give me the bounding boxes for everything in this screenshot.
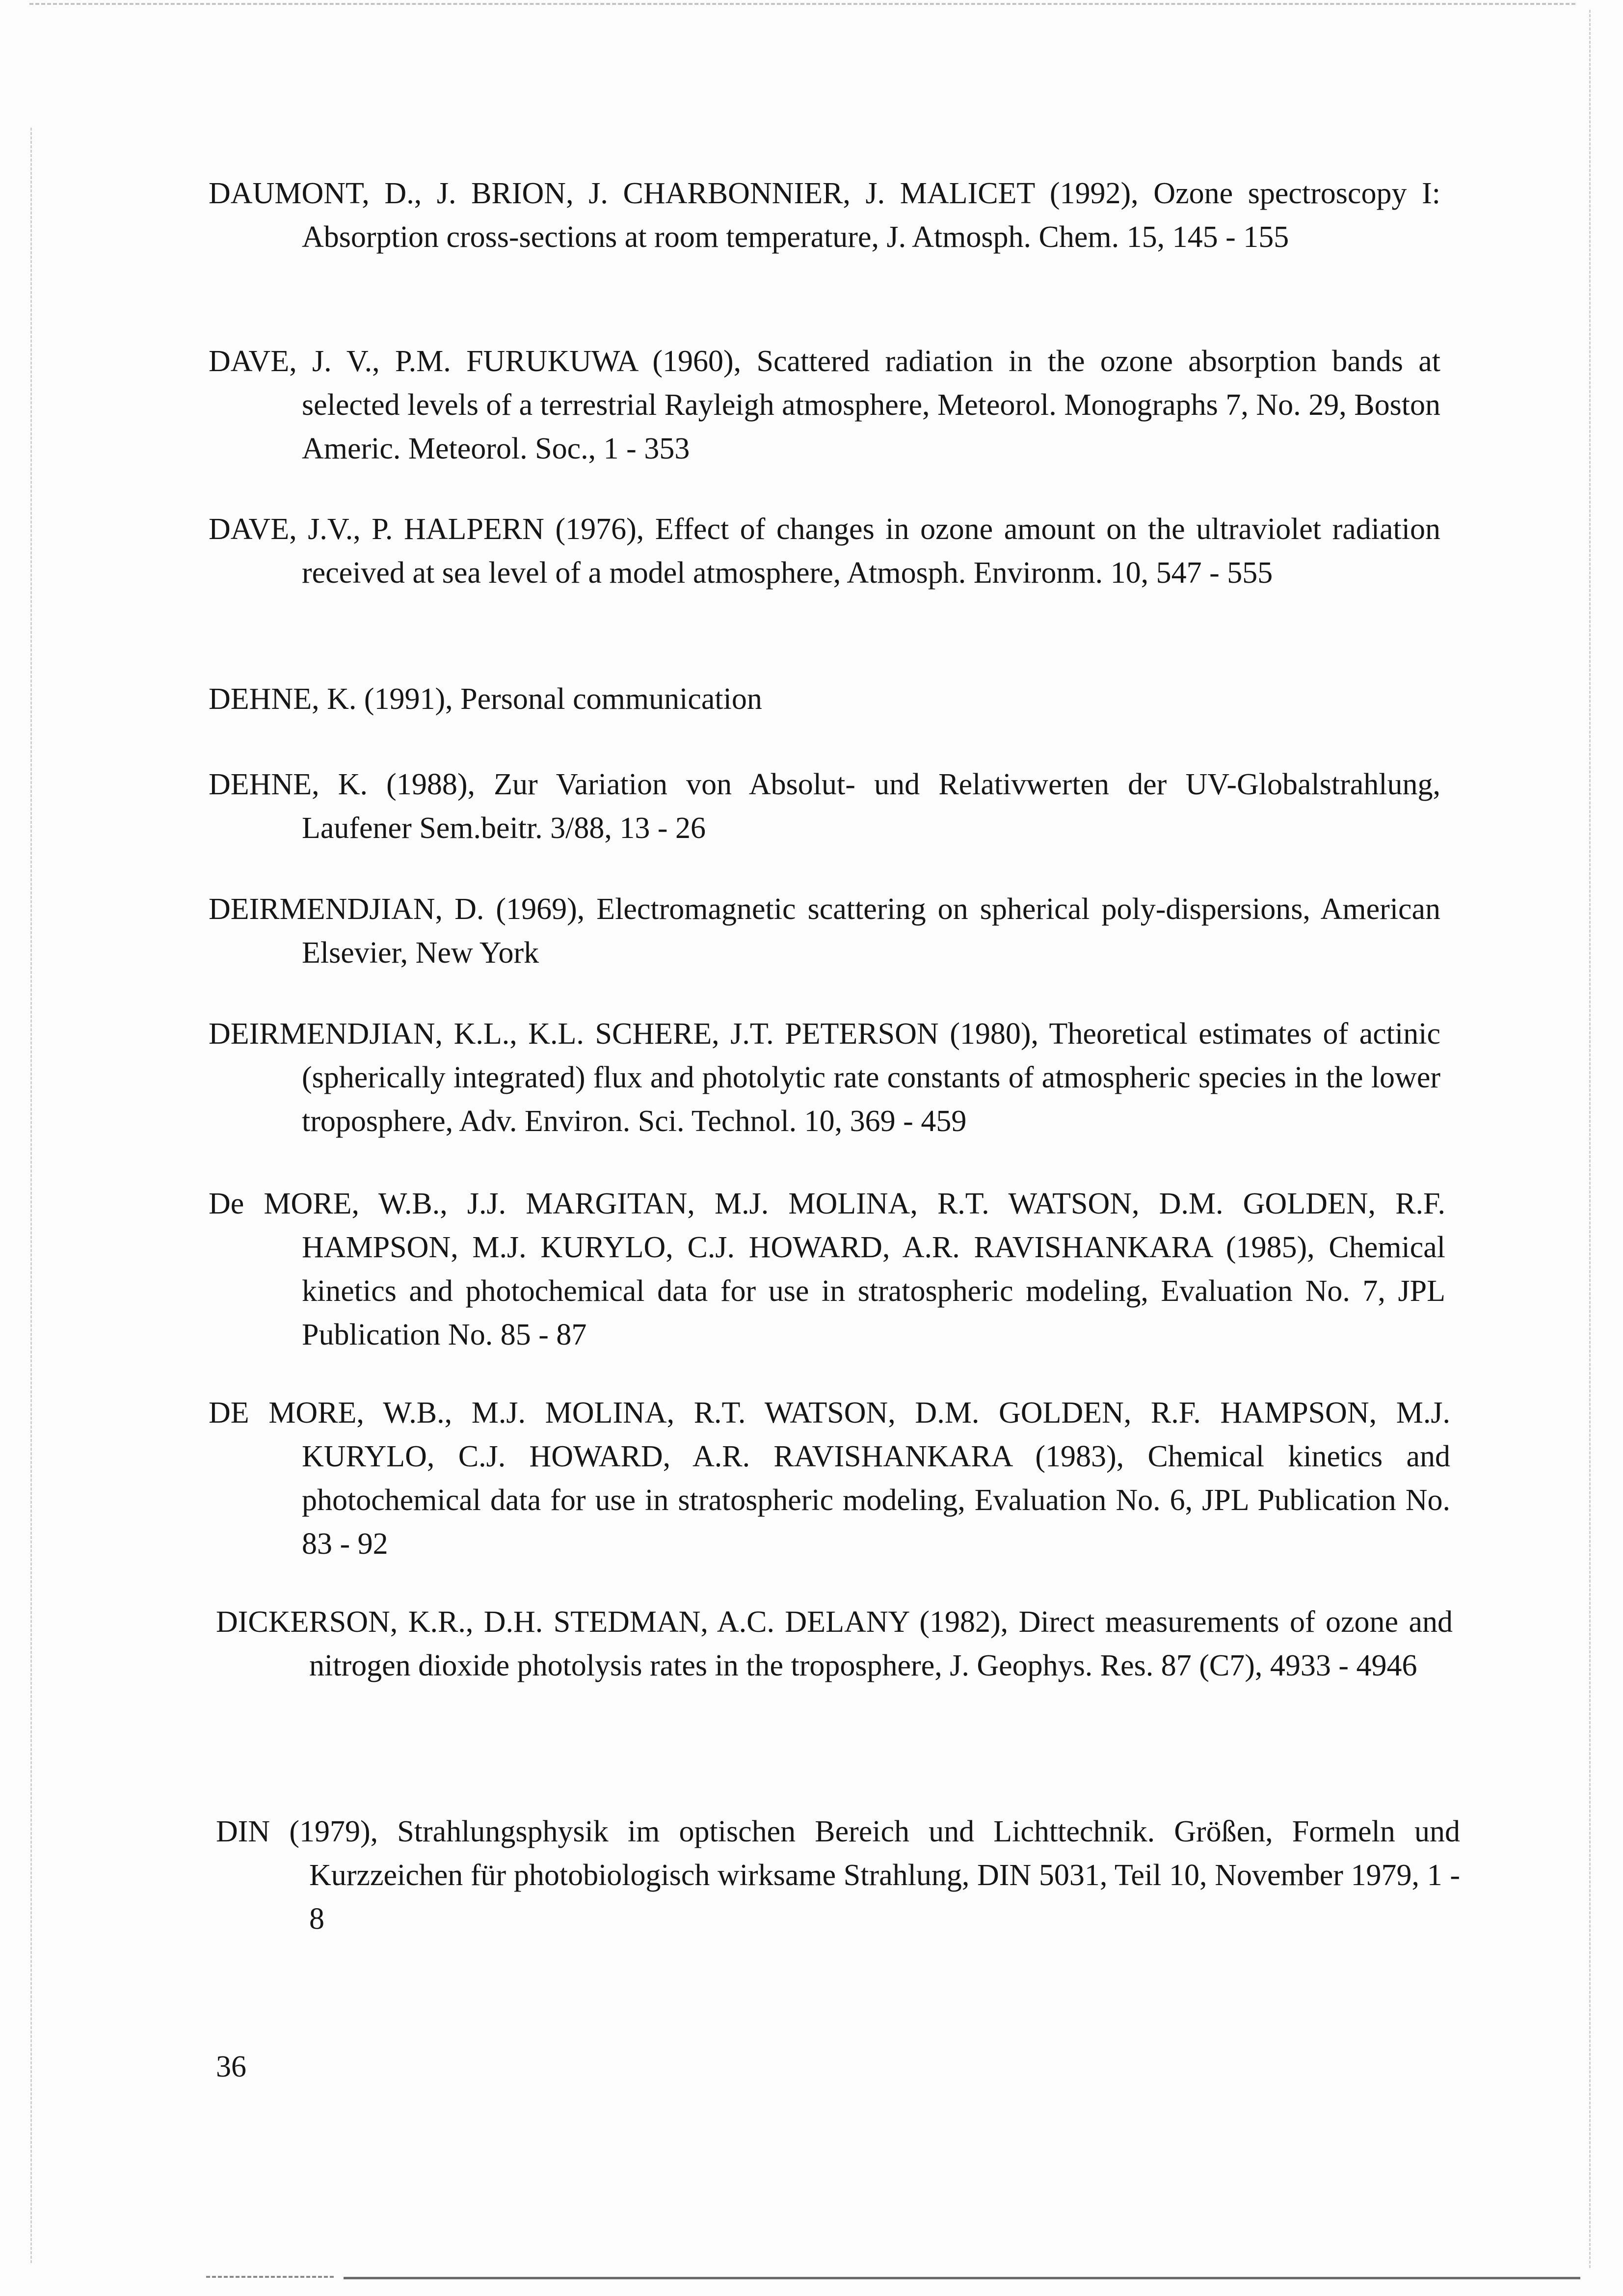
reference-entry: DEHNE, K. (1991), Personal communication xyxy=(209,682,762,716)
reference-entry: DAVE, J. V., P.M. FURUKUWA (1960), Scattered radiation in the ozone absorption bands at selected levels of a terrestrial Rayleigh atmosphere, Meteorol. Monographs 7, No. 29, Boston Americ. Meteorol. Soc., 1 - 353 xyxy=(209,345,1440,465)
reference-entry: DICKERSON, K.R., D.H. STEDMAN, A.C. DELANY (1982), Direct measurements of ozone and nitrogen dioxide photolysis rates in the troposphere, J. Geophys. Res. 87 (C7), 4933 - 4946 xyxy=(216,1605,1453,1682)
scan-edge-right xyxy=(1589,10,1591,2268)
reference-entry: DAVE, J.V., P. HALPERN (1976), Effect of changes in ozone amount on the ultraviolet radiation received at sea level of a model atmosphere, Atmosph. Environm. 10, 547 - 555 xyxy=(209,513,1440,590)
reference-entry: DE MORE, W.B., M.J. MOLINA, R.T. WATSON, D.M. GOLDEN, R.F. HAMPSON, M.J. KURYLO, C.J. HOWARD, A.R. RAVISHANKARA (1983), Chemical kinetics and photochemical data for use in stratospheric modeling, Evaluation No. 6, JPL Publication No. 83 - 92 xyxy=(209,1396,1450,1561)
scan-edge-bottom-dash xyxy=(206,2276,334,2278)
reference-entry: DIN (1979), Strahlungsphysik im optischen Bereich und Lichttechnik. Größen, Formeln und Kurzzeichen für photobiologisch wirksame Strahlung, DIN 5031, Teil 10, November 1979, 1 - 8 xyxy=(216,1815,1460,1936)
scan-edge-left xyxy=(30,128,32,2263)
reference-entry: DEIRMENDJIAN, D. (1969), Electromagnetic scattering on spherical poly-dispersions, American Elsevier, New York xyxy=(209,892,1440,970)
reference-entry: DAUMONT, D., J. BRION, J. CHARBONNIER, J. MALICET (1992), Ozone spectroscopy I: Absorption cross-sections at room temperature, J. Atmosph. Chem. 15, 145 - 155 xyxy=(209,177,1440,254)
reference-entry: DEIRMENDJIAN, K.L., K.L. SCHERE, J.T. PETERSON (1980), Theoretical estimates of actinic (spherically integrated) flux and photolytic rate constants of atmospheric species in the lower troposphere, Adv. Environ. Sci. Technol. 10, 369 - 459 xyxy=(209,1017,1440,1138)
scan-edge-bottom xyxy=(344,2277,1580,2279)
reference-entry: DEHNE, K. (1988), Zur Variation von Absolut- und Relativwerten der UV-Globalstrahlung, Laufener Sem.beitr. 3/88, 13 - 26 xyxy=(209,768,1440,845)
scan-edge-top xyxy=(29,3,1575,5)
page-number: 36 xyxy=(216,2050,246,2083)
reference-entry: De MORE, W.B., J.J. MARGITAN, M.J. MOLINA, R.T. WATSON, D.M. GOLDEN, R.F. HAMPSON, M.J. KURYLO, C.J. HOWARD, A.R. RAVISHANKARA (1985), Chemical kinetics and photochemical data for use in stratospheric modeling, Evaluation No. 7, JPL Publication No. 85 - 87 xyxy=(209,1187,1445,1351)
